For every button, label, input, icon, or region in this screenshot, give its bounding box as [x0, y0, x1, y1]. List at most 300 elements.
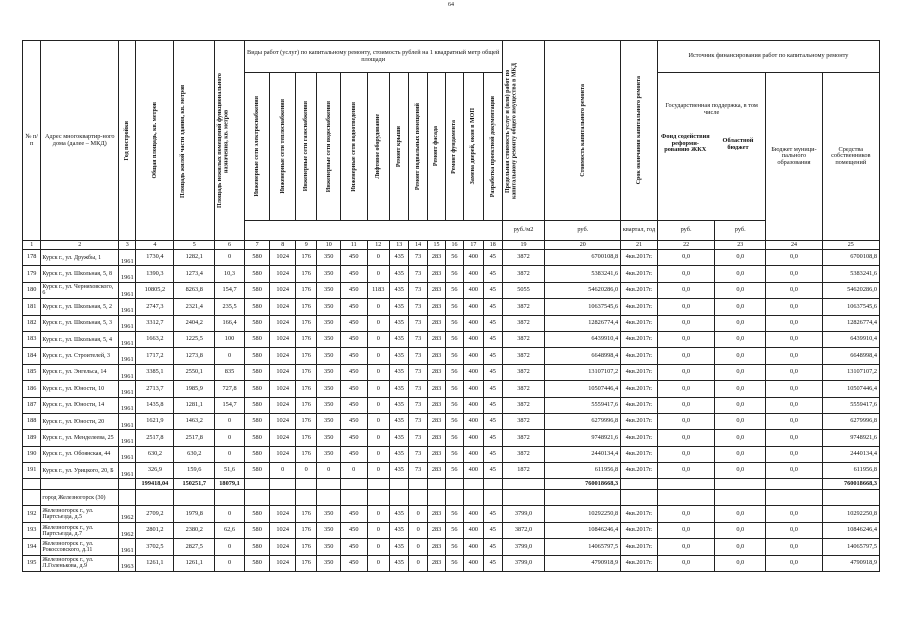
row-year: 1961: [119, 539, 136, 555]
row-address: Курск г., ул. Энгельса, 14: [41, 364, 119, 380]
unit-regional: руб.: [715, 221, 766, 241]
row-work-cost: 73: [409, 430, 427, 446]
row-number: 182: [23, 315, 41, 331]
row-municipal: 0,0: [766, 446, 822, 462]
row-residential-area: 2404,2: [174, 315, 215, 331]
row-work-cost: 400: [463, 299, 483, 315]
row-address: Курск г., ул. Школьная, 5, 4: [41, 331, 119, 347]
row-work-cost: 435: [390, 348, 409, 364]
column-index: 16: [446, 241, 463, 250]
row-work-cost: 176: [295, 413, 316, 429]
city-empty: [270, 490, 296, 506]
row-work-cost: 1024: [270, 331, 296, 347]
row-address: Курск г., ул. Юности, 14: [41, 397, 119, 413]
subtotal-empty: [340, 479, 367, 490]
row-work-cost: 400: [463, 506, 483, 522]
row-work-cost: 45: [484, 299, 502, 315]
row-residential-area: 1281,1: [174, 397, 215, 413]
row-work-cost: 56: [446, 522, 463, 538]
row-address: Курск г., ул. Черняховского, 6: [41, 282, 119, 298]
row-fund: 0,0: [657, 364, 714, 380]
row-work-cost: 1183: [367, 282, 389, 298]
row-nonresidential-area: 0: [215, 250, 245, 266]
row-deadline: 4кв.2017г.: [621, 446, 658, 462]
row-work-cost: 0: [409, 539, 427, 555]
row-number: 179: [23, 266, 41, 282]
row-repair-cost: 9748921,6: [545, 430, 621, 446]
table-row: [23, 250, 880, 266]
row-work-cost: 450: [340, 282, 367, 298]
row-municipal: 0,0: [766, 555, 822, 571]
header-work-doors-windows: Замена дверей, окон в МОП: [470, 108, 477, 185]
row-work-cost: 400: [463, 430, 483, 446]
row-work-cost: 73: [409, 299, 427, 315]
column-index: 18: [484, 241, 502, 250]
row-work-cost: 0: [367, 331, 389, 347]
row-work-cost: 0: [409, 555, 427, 571]
row-work-cost: 0: [367, 364, 389, 380]
row-work-cost: 0: [367, 299, 389, 315]
row-work-cost: 73: [409, 331, 427, 347]
row-fund: 0,0: [657, 397, 714, 413]
row-repair-cost: 10292250,8: [545, 506, 621, 522]
row-year: 1961: [119, 446, 136, 462]
column-index: 3: [119, 241, 136, 250]
row-nonresidential-area: 0: [215, 555, 245, 571]
row-work-cost: 73: [409, 446, 427, 462]
row-municipal: 0,0: [766, 506, 822, 522]
row-owners: 6279996,8: [822, 413, 879, 429]
row-work-cost: 45: [484, 463, 502, 479]
city-empty: [545, 490, 621, 506]
row-fund: 0,0: [657, 446, 714, 462]
row-nonresidential-area: 154,7: [215, 282, 245, 298]
row-municipal: 0,0: [766, 413, 822, 429]
row-work-cost: 45: [484, 348, 502, 364]
row-number: 181: [23, 299, 41, 315]
header-repair-cost: Стоимость капитального ремонта: [579, 84, 586, 177]
row-work-cost: 176: [295, 522, 316, 538]
row-work-cost: 1024: [270, 555, 296, 571]
row-work-cost: 73: [409, 348, 427, 364]
row-work-cost: 350: [317, 413, 341, 429]
row-deadline: 4кв.2017г.: [621, 266, 658, 282]
row-nonresidential-area: 235,5: [215, 299, 245, 315]
header-works-group: Виды работ (услуг) по капитальному ремонту, стоимость рублей на 1 квадратный метр общей площади: [244, 41, 502, 73]
subtotal-empty: [657, 479, 714, 490]
row-total-area: 1390,3: [136, 266, 174, 282]
row-total-area: 2801,2: [136, 522, 174, 538]
row-work-cost: 45: [484, 364, 502, 380]
row-regional: 0,0: [715, 364, 766, 380]
row-work-cost: 350: [317, 397, 341, 413]
city-empty: [427, 490, 445, 506]
row-repair-cost: 6700108,8: [545, 250, 621, 266]
row-work-cost: 45: [484, 315, 502, 331]
row-total-area: 3312,7: [136, 315, 174, 331]
row-year: 1961: [119, 430, 136, 446]
row-work-cost: 1024: [270, 413, 296, 429]
row-address: Железногорск г., ул. Л.Голенькова, д.9: [41, 555, 119, 571]
table-header: [23, 41, 880, 241]
city-empty: [215, 490, 245, 506]
subtotal-empty: [621, 479, 658, 490]
row-work-cost: 450: [340, 364, 367, 380]
table-row: [23, 299, 880, 315]
row-number: 186: [23, 381, 41, 397]
row-work-cost: 1024: [270, 250, 296, 266]
row-max-cost: 3799,0: [502, 506, 545, 522]
row-work-cost: 45: [484, 413, 502, 429]
table-row: [23, 522, 880, 538]
row-work-cost: 435: [390, 381, 409, 397]
row-work-cost: 450: [340, 266, 367, 282]
row-work-cost: 56: [446, 463, 463, 479]
column-index: 14: [409, 241, 427, 250]
row-deadline: 4кв.2017г.: [621, 315, 658, 331]
row-residential-area: 2827,5: [174, 539, 215, 555]
subtotal-owners: 760018668,3: [822, 479, 879, 490]
row-repair-cost: 5559417,6: [545, 397, 621, 413]
row-regional: 0,0: [715, 397, 766, 413]
row-work-cost: 450: [340, 250, 367, 266]
row-regional: 0,0: [715, 381, 766, 397]
row-work-cost: 0: [367, 430, 389, 446]
table-row: [23, 446, 880, 462]
row-number: 187: [23, 397, 41, 413]
row-work-cost: 580: [244, 266, 270, 282]
header-nonresidential-area: Площадь нежилых помещений функционального назначения, кв. метров: [216, 73, 229, 208]
row-work-cost: 435: [390, 397, 409, 413]
row-work-cost: 283: [427, 282, 445, 298]
row-max-cost: 3872: [502, 348, 545, 364]
row-work-cost: 56: [446, 430, 463, 446]
row-repair-cost: 4790918,9: [545, 555, 621, 571]
row-total-area: 10805,2: [136, 282, 174, 298]
row-work-cost: 0: [367, 539, 389, 555]
row-repair-cost: 5383241,6: [545, 266, 621, 282]
table-row: [23, 430, 880, 446]
row-work-cost: 283: [427, 331, 445, 347]
row-municipal: 0,0: [766, 381, 822, 397]
row-deadline: 4кв.2017г.: [621, 364, 658, 380]
row-max-cost: 1872: [502, 463, 545, 479]
city-label: город Железногорск (30): [41, 490, 119, 506]
row-year: 1963: [119, 555, 136, 571]
row-nonresidential-area: 727,8: [215, 381, 245, 397]
subtotal-empty: [23, 479, 41, 490]
row-work-cost: 0: [409, 522, 427, 538]
row-max-cost: 3872: [502, 364, 545, 380]
row-total-area: 3702,5: [136, 539, 174, 555]
row-residential-area: 1463,2: [174, 413, 215, 429]
row-work-cost: 45: [484, 539, 502, 555]
subtotal-empty: [119, 479, 136, 490]
row-work-cost: 176: [295, 555, 316, 571]
row-work-cost: 350: [317, 430, 341, 446]
row-regional: 0,0: [715, 348, 766, 364]
header-fund: Фонд содействия реформи-рованию ЖКХ: [660, 133, 710, 154]
row-nonresidential-area: 166,4: [215, 315, 245, 331]
row-regional: 0,0: [715, 463, 766, 479]
row-max-cost: 3872: [502, 250, 545, 266]
row-work-cost: 283: [427, 266, 445, 282]
table-row: [23, 315, 880, 331]
row-nonresidential-area: 10,3: [215, 266, 245, 282]
subtotal-empty: [446, 479, 463, 490]
table-row: [23, 331, 880, 347]
row-work-cost: 176: [295, 381, 316, 397]
row-year: 1961: [119, 364, 136, 380]
row-regional: 0,0: [715, 555, 766, 571]
row-year: 1962: [119, 506, 136, 522]
row-work-cost: 1024: [270, 506, 296, 522]
row-regional: 0,0: [715, 315, 766, 331]
row-regional: 0,0: [715, 250, 766, 266]
row-owners: 9748921,6: [822, 430, 879, 446]
row-fund: 0,0: [657, 522, 714, 538]
row-owners: 6700108,8: [822, 250, 879, 266]
row-total-area: 1717,2: [136, 348, 174, 364]
row-work-cost: 56: [446, 282, 463, 298]
row-year: 1961: [119, 331, 136, 347]
row-max-cost: 3872: [502, 446, 545, 462]
column-index: 25: [822, 241, 879, 250]
row-work-cost: 73: [409, 250, 427, 266]
header-max-cost: Предельная стоимость услуг и (или) работ по капитальному ремонту общего имущества в МКД: [504, 62, 517, 199]
page-number: 64: [448, 2, 454, 8]
row-residential-area: 1261,1: [174, 555, 215, 571]
row-work-cost: 435: [390, 430, 409, 446]
row-work-cost: 435: [390, 315, 409, 331]
row-work-cost: 283: [427, 348, 445, 364]
row-total-area: 2517,8: [136, 430, 174, 446]
row-work-cost: 283: [427, 413, 445, 429]
city-empty: [715, 490, 766, 506]
row-fund: 0,0: [657, 463, 714, 479]
row-fund: 0,0: [657, 506, 714, 522]
row-work-cost: 450: [340, 506, 367, 522]
row-repair-cost: 6439910,4: [545, 331, 621, 347]
city-empty: [340, 490, 367, 506]
row-owners: 12826774,4: [822, 315, 879, 331]
header-total-area: Общая площадь, кв. метров: [151, 102, 158, 179]
row-address: Железногорск г., ул. Рокоссовского, д.11: [41, 539, 119, 555]
row-address: Железногорск г., ул. Партсъезда, д.5: [41, 506, 119, 522]
row-work-cost: 73: [409, 266, 427, 282]
table-row: [23, 348, 880, 364]
row-work-cost: 350: [317, 348, 341, 364]
row-work-cost: 283: [427, 381, 445, 397]
unit-max-cost: руб./м2: [502, 221, 545, 241]
row-year: 1961: [119, 266, 136, 282]
row-work-cost: 580: [244, 522, 270, 538]
row-nonresidential-area: 100: [215, 331, 245, 347]
row-fund: 0,0: [657, 266, 714, 282]
table-row: [23, 397, 880, 413]
row-address: Курск г., ул. Обоянская, 44: [41, 446, 119, 462]
row-repair-cost: 2440134,4: [545, 446, 621, 462]
row-work-cost: 1024: [270, 299, 296, 315]
row-work-cost: 283: [427, 555, 445, 571]
row-work-cost: 56: [446, 250, 463, 266]
row-work-cost: 0: [367, 381, 389, 397]
row-max-cost: 3872: [502, 266, 545, 282]
row-work-cost: 1024: [270, 282, 296, 298]
row-deadline: 4кв.2017г.: [621, 331, 658, 347]
row-municipal: 0,0: [766, 282, 822, 298]
row-work-cost: 0: [367, 413, 389, 429]
row-number: 190: [23, 446, 41, 462]
subtotal-empty: [463, 479, 483, 490]
row-max-cost: 3872: [502, 430, 545, 446]
row-work-cost: 350: [317, 364, 341, 380]
row-fund: 0,0: [657, 299, 714, 315]
row-deadline: 4кв.2017г.: [621, 430, 658, 446]
row-work-cost: 0: [409, 506, 427, 522]
header-work-design-docs: Разработка проектной документации: [489, 95, 496, 198]
row-work-cost: 400: [463, 446, 483, 462]
row-work-cost: 176: [295, 282, 316, 298]
subtotal-empty: [390, 479, 409, 490]
column-index: 11: [340, 241, 367, 250]
city-empty: [657, 490, 714, 506]
table-row: [23, 381, 880, 397]
row-municipal: 0,0: [766, 331, 822, 347]
row-nonresidential-area: 51,6: [215, 463, 245, 479]
city-empty: [136, 490, 174, 506]
row-max-cost: 5055: [502, 282, 545, 298]
header-municipal: Бюджет муници-пального образования: [766, 73, 822, 241]
column-index-row: [23, 241, 880, 250]
row-address: Курск г., ул. Юности, 10: [41, 381, 119, 397]
row-work-cost: 283: [427, 430, 445, 446]
row-deadline: 4кв.2017г.: [621, 522, 658, 538]
row-address: Курск г., ул. Урицкого, 20, Б: [41, 463, 119, 479]
row-work-cost: 350: [317, 522, 341, 538]
row-work-cost: 176: [295, 315, 316, 331]
row-work-cost: 0: [270, 463, 296, 479]
row-nonresidential-area: 62,6: [215, 522, 245, 538]
header-work-gas: Инженерные сети газоснабжения: [303, 101, 310, 192]
row-work-cost: 400: [463, 282, 483, 298]
row-owners: 10292250,8: [822, 506, 879, 522]
row-number: 183: [23, 331, 41, 347]
column-index: 19: [502, 241, 545, 250]
row-total-area: 1435,8: [136, 397, 174, 413]
unit-repair-cost: руб.: [545, 221, 621, 241]
row-work-cost: 56: [446, 397, 463, 413]
row-work-cost: 176: [295, 331, 316, 347]
row-work-cost: 73: [409, 364, 427, 380]
header-no: № п/п: [23, 41, 41, 241]
row-nonresidential-area: 0: [215, 539, 245, 555]
table-row: [23, 463, 880, 479]
row-year: 1961: [119, 250, 136, 266]
header-work-elevator: Лифтовое оборудование: [375, 114, 382, 179]
row-total-area: 630,2: [136, 446, 174, 462]
row-repair-cost: 10846246,4: [545, 522, 621, 538]
row-municipal: 0,0: [766, 522, 822, 538]
row-work-cost: 580: [244, 315, 270, 331]
city-empty: [390, 490, 409, 506]
subtotal-empty: [484, 479, 502, 490]
row-total-area: 2747,3: [136, 299, 174, 315]
row-work-cost: 350: [317, 266, 341, 282]
row-regional: 0,0: [715, 282, 766, 298]
capital-repair-register-table: [22, 40, 880, 572]
row-work-cost: 435: [390, 446, 409, 462]
row-year: 1961: [119, 282, 136, 298]
row-municipal: 0,0: [766, 364, 822, 380]
row-work-cost: 400: [463, 555, 483, 571]
row-fund: 0,0: [657, 539, 714, 555]
header-residential-area: Площадь жилой части здания, кв. метров: [180, 83, 187, 198]
row-work-cost: 56: [446, 348, 463, 364]
row-regional: 0,0: [715, 539, 766, 555]
row-work-cost: 580: [244, 250, 270, 266]
row-work-cost: 283: [427, 463, 445, 479]
row-work-cost: 580: [244, 430, 270, 446]
row-work-cost: 350: [317, 315, 341, 331]
city-empty: [295, 490, 316, 506]
row-year: 1961: [119, 315, 136, 331]
row-work-cost: 580: [244, 397, 270, 413]
row-owners: 6439910,4: [822, 331, 879, 347]
row-work-cost: 580: [244, 381, 270, 397]
row-work-cost: 580: [244, 299, 270, 315]
row-work-cost: 400: [463, 463, 483, 479]
row-work-cost: 1024: [270, 522, 296, 538]
column-index: 9: [295, 241, 316, 250]
row-work-cost: 176: [295, 506, 316, 522]
row-work-cost: 435: [390, 539, 409, 555]
row-nonresidential-area: 154,7: [215, 397, 245, 413]
unit-deadline: квартал, год: [621, 221, 658, 241]
row-residential-area: 2517,8: [174, 430, 215, 446]
row-work-cost: 283: [427, 299, 445, 315]
row-work-cost: 400: [463, 522, 483, 538]
row-repair-cost: 54620286,0: [545, 282, 621, 298]
row-municipal: 0,0: [766, 539, 822, 555]
city-empty: [621, 490, 658, 506]
row-work-cost: 400: [463, 348, 483, 364]
row-work-cost: 450: [340, 331, 367, 347]
row-work-cost: 176: [295, 299, 316, 315]
row-work-cost: 56: [446, 381, 463, 397]
subtotal-empty: [502, 479, 545, 490]
table-row: [23, 413, 880, 429]
row-address: Курск г., ул. Школьная, 5, 8: [41, 266, 119, 282]
row-work-cost: 1024: [270, 348, 296, 364]
row-regional: 0,0: [715, 413, 766, 429]
row-deadline: 4кв.2017г.: [621, 506, 658, 522]
row-work-cost: 350: [317, 331, 341, 347]
header-work-basement: Ремонт подвальных помещений: [414, 102, 421, 191]
row-work-cost: 176: [295, 266, 316, 282]
city-empty: [119, 490, 136, 506]
row-work-cost: 400: [463, 250, 483, 266]
column-index: 20: [545, 241, 621, 250]
row-residential-area: 630,2: [174, 446, 215, 462]
row-work-cost: 176: [295, 397, 316, 413]
row-work-cost: 283: [427, 522, 445, 538]
header-state-support: [657, 73, 765, 221]
row-total-area: 1621,9: [136, 413, 174, 429]
subtotal-empty: [295, 479, 316, 490]
row-work-cost: 580: [244, 364, 270, 380]
row-owners: 54620286,0: [822, 282, 879, 298]
